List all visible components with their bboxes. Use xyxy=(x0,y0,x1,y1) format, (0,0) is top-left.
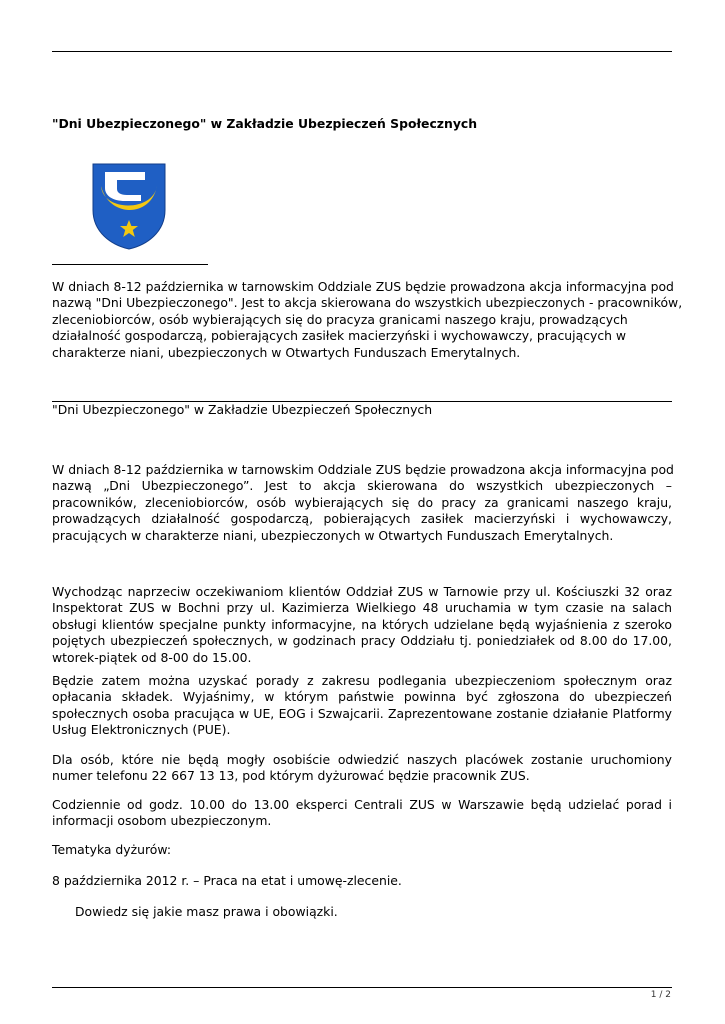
article-p1-line-1: W dniach 8-12 października w tarnowskim Oddziale ZUS będzie prowadzona akcja informacyjna pod xyxy=(52,462,674,477)
intro-line-4: działalność gospodarczą, pobierających zasiłek macierzyński i wychowawczy, pracujących w xyxy=(52,328,627,344)
intro-paragraph xyxy=(52,279,683,361)
intro-line-5: charakterze niani, ubezpieczonych w Otwartych Funduszach Emerytalnych. xyxy=(52,344,521,360)
article-paragraph-3: Będzie zatem można uzyskać porady z zakresu podlegania ubezpieczeniom społecznym oraz opłacania składek. Wyjaśnimy, w którym państwie powinna być zgłoszona do ubezpieczeń społecznych osoba pracująca w UE, EOG i Szwajcarii. Zaprezentowane zostanie działanie Platformy Usług Elektronicznych (PUE). xyxy=(52,673,672,738)
article-paragraph-4: Dla osób, które nie będą mogły osobiście odwiedzić naszych placówek zostanie uruchomiony numer telefonu 22 667 13 13, pod którym dyżurować będzie pracownik ZUS. xyxy=(52,752,672,784)
article-p1-rest: nazwą „Dni Ubezpieczonego”. Jest to akcja skierowana do wszystkich ubezpieczonych – pracowników, zleceniobiorców, osób wybierających się do pracy za granicami naszego kraju, prowadzących działalność gospodarczą, pobierających zasiłek macierzyński i wychowawczy, pracujących w charakterze niani, ubezpieczonych w Otwartych Funduszach Emerytalnych. xyxy=(52,478,672,543)
article-paragraph-5: Codziennie od godz. 10.00 do 13.00 eksperci Centrali ZUS w Warszawie będą udzielać porad i informacji osobom ubezpieczonym. xyxy=(52,797,672,829)
page-title: "Dni Ubezpieczonego" w Zakładzie Ubezpieczeń Społecznych xyxy=(52,116,478,131)
article-paragraph-2: Wychodząc naprzeciw oczekiwaniom klientów Oddział ZUS w Tarnowie przy ul. Kościuszki 32 oraz Inspektorat ZUS w Bochni przy ul. Kazimierza Wielkiego 48 uruchamia w tym czasie na salach obsługi klientów specjalne punkty informacyjne, na których udzielane będą wyjaśnienia z szeroko pojętych ubezpieczeń społecznych, w godzinach pracy Oddziału tj. poniedziałek od 8.00 do 17.00, wtorek-piątek od 8-00 do 15.00. xyxy=(52,584,672,665)
intro-line-2: nazwą "Dni Ubezpieczonego". Jest to akcja skierowana do wszystkich ubezpieczonych - pracowników, xyxy=(52,295,683,311)
intro-line-3: zleceniobiorców, osób wybierających się do pracyza granicami naszego kraju, prowadzących xyxy=(52,311,628,327)
article-paragraph-1 xyxy=(52,462,672,544)
article-paragraph-7: 8 października 2012 r. – Praca na etat i umowę-zlecenie. xyxy=(52,873,402,888)
bottom-rule xyxy=(52,987,672,988)
article-subtitle: "Dni Ubezpieczonego" w Zakładzie Ubezpieczeń Społecznych xyxy=(52,402,433,417)
intro-line-1: W dniach 8-12 października w tarnowskim Oddziale ZUS będzie prowadzona akcja informacyjna pod xyxy=(52,279,674,294)
image-underline xyxy=(52,264,208,265)
page-number: 1 / 2 xyxy=(650,990,671,1000)
article-paragraph-6: Tematyka dyżurów: xyxy=(52,842,172,857)
top-rule xyxy=(52,51,672,52)
coat-of-arms-icon xyxy=(91,162,167,250)
article-paragraph-8: Dowiedz się jakie masz prawa i obowiązki. xyxy=(75,904,338,919)
